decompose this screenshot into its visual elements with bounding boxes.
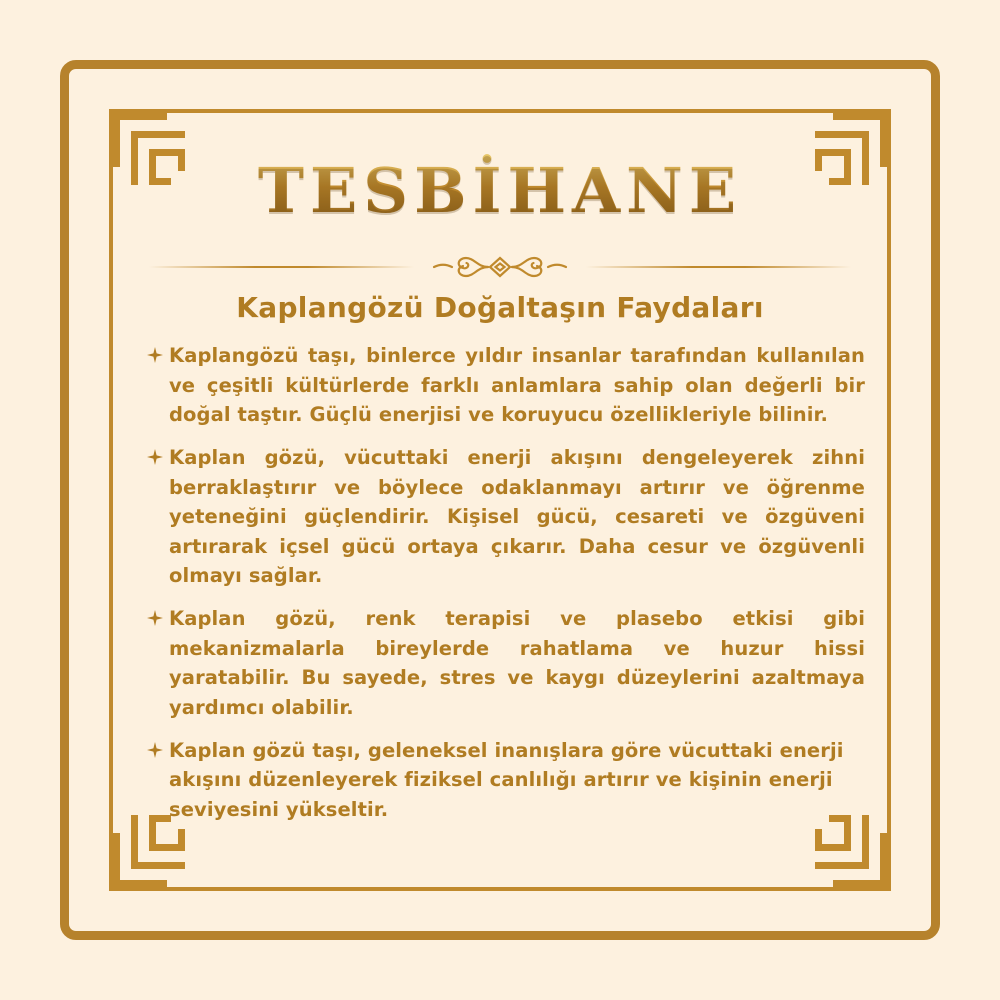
list-item: [147, 443, 865, 591]
list-item-text: Kaplan gözü, renk terapisi ve plasebo etkisi gibi mekanizmalarla bireylerde rahatlama ve huzur hissi yaratabilir. Bu sayede, stres ve kaygı düzeylerini azaltmaya yardımcı olabilir.: [169, 607, 865, 719]
list-item-text: Kaplan gözü, vücuttaki enerji akışını dengeleyerek zihni berraklaştırır ve böylece odaklanmayı artırır ve öğrenme yeteneğini güçlendirir. Kişisel gücü, cesareti ve özgüveni artırarak içsel gücü ortaya çıkarır. Daha cesur ve özgüvenli olmayı sağlar.: [169, 445, 865, 588]
divider-rule-right: [586, 266, 851, 268]
divider-rule-left: [149, 266, 414, 268]
ornamental-flourish-icon: [400, 244, 600, 294]
benefits-list: [147, 341, 865, 837]
brand-title-wrapper: [69, 154, 931, 227]
list-item-text: Kaplan gözü taşı, geleneksel inanışlara göre vücuttaki enerji akışını düzenleyerek fiziksel canlılığı artırır ve kişinin enerji seviyesini yükseltir.: [169, 738, 844, 821]
brand-title: TESBİHANE: [257, 154, 743, 227]
four-point-star-icon: [147, 347, 169, 367]
list-item: [147, 736, 865, 825]
list-item: [147, 341, 865, 430]
four-point-star-icon: [147, 610, 169, 630]
ornamental-divider: [69, 244, 931, 290]
info-card: [60, 60, 940, 940]
four-point-star-icon: [147, 449, 169, 469]
page-subtitle: Kaplangözü Doğaltaşın Faydaları: [236, 291, 764, 324]
four-point-star-icon: [147, 742, 169, 762]
list-item: [147, 604, 865, 723]
list-item-text: Kaplangözü taşı, binlerce yıldır insanlar tarafından kullanılan ve çeşitli kültürlerde farklı anlamlara sahip olan değerli bir doğal taştır. Güçlü enerjisi ve koruyucu özellikleriyle bilinir.: [169, 344, 865, 427]
